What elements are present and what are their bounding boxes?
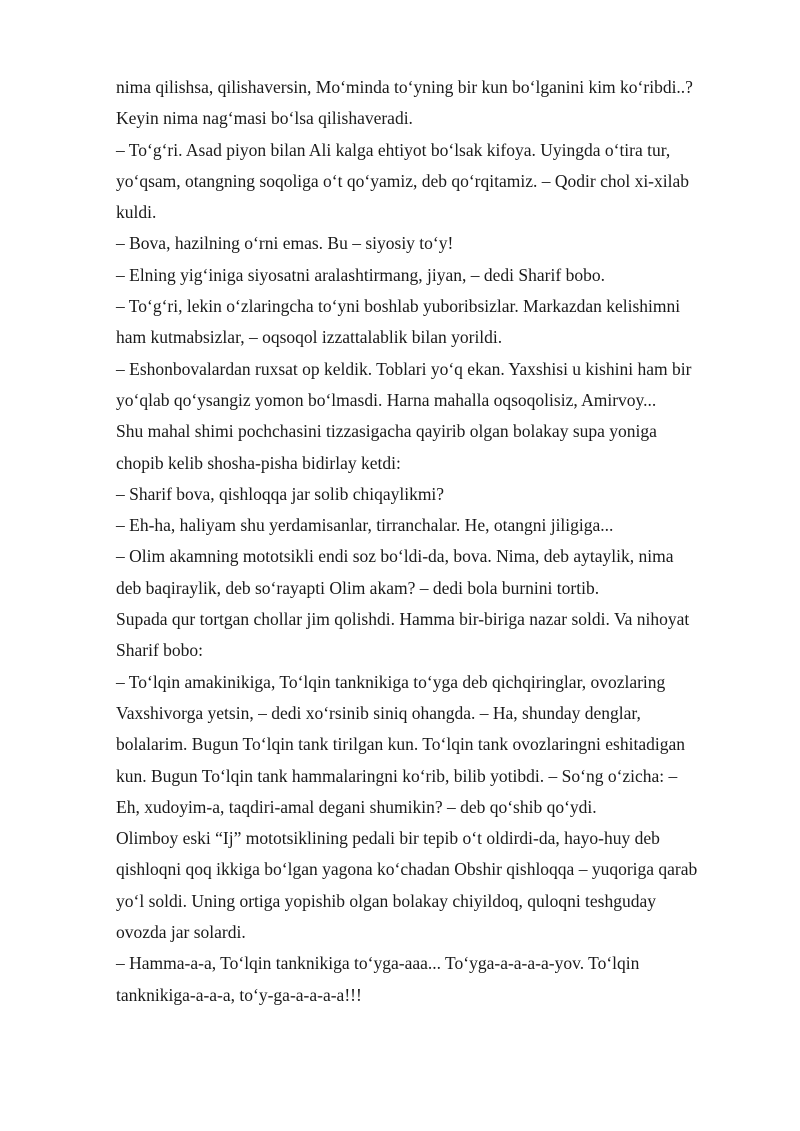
text-line: Shu mahal shimi pochchasini tizzasigacha qayirib olgan bolakay supa yoniga bbox=[116, 421, 657, 442]
text-line: Olimboy eski “Ij” mototsiklining pedali bir tepib o‘t oldirdi-da, hayo-huy deb bbox=[116, 828, 660, 849]
text-line: – Eh-ha, haliyam shu yerdamisanlar, tirranchalar. He, otangni jiligiga... bbox=[116, 515, 614, 536]
text-line: deb baqiraylik, deb so‘rayapti Olim akam? – dedi bola burnini tortib. bbox=[116, 577, 600, 598]
text-line: ham kutmabsizlar, – oqsoqol izzattalablik bilan yorildi. bbox=[116, 327, 503, 348]
text-line: Sharif bobo: bbox=[116, 640, 204, 661]
text-line: – Bova, hazilning o‘rni emas. Bu – siyosiy to‘y! bbox=[116, 233, 454, 254]
text-line: qishloqni qoq ikkiga bo‘lgan yagona ko‘chadan Obshir qishloqqa – yuqoriga qarab bbox=[116, 859, 698, 880]
body-text bbox=[116, 72, 746, 1011]
text-line: bolalarim. Bugun To‘lqin tank tirilgan kun. To‘lqin tank ovozlaringni eshitadigan bbox=[116, 734, 685, 755]
text-line: – Sharif bova, qishloqqa jar solib chiqaylikmi? bbox=[116, 483, 445, 504]
text-line: nima qilishsa, qilishaversin, Mo‘minda to‘yning bir kun bo‘lganini kim ko‘ribdi..? bbox=[116, 77, 693, 97]
text-line: kuldi. bbox=[116, 202, 157, 223]
text-line: – Elning yig‘iniga siyosatni aralashtirmang, jiyan, – dedi Sharif bobo. bbox=[116, 264, 605, 285]
text-line: – Eshonbovalardan ruxsat op keldik. Toblari yo‘q ekan. Yaxshisi u kishini ham bir bbox=[116, 358, 692, 379]
text-line: yo‘qlab qo‘ysangiz yomon bo‘lmasdi. Harna mahalla oqsoqolisiz, Amirvoy... bbox=[116, 389, 657, 410]
text-line: Keyin nima nag‘masi bo‘lsa qilishaveradi. bbox=[116, 108, 413, 129]
text-line: yo‘qsam, otangning soqoliga o‘t qo‘yamiz, deb qo‘rqitamiz. – Qodir chol xi-xilab bbox=[116, 170, 690, 191]
text-line: Supada qur tortgan chollar jim qolishdi. Hamma bir-biriga nazar soldi. Va nihoyat bbox=[116, 609, 690, 630]
text-line: – To‘lqin amakinikiga, To‘lqin tanknikiga to‘yga deb qichqiringlar, ovozlaring bbox=[116, 671, 666, 692]
text-line: – Olim akamning mototsikli endi soz bo‘ldi-da, bova. Nima, deb aytaylik, nima bbox=[116, 546, 674, 567]
text-line: Vaxshivorga yetsin, – dedi xo‘rsinib siniq ohangda. – Ha, shunday denglar, bbox=[116, 702, 641, 723]
text-line: yo‘l soldi. Uning ortiga yopishib olgan bolakay chiyildoq, quloqni teshguday bbox=[116, 890, 657, 911]
text-line: – Hamma-a-a, To‘lqin tanknikiga to‘yga-aaa... To‘yga-a-a-a-a-yov. To‘lqin bbox=[116, 953, 640, 974]
text-line: chopib kelib shosha-pisha bidirlay ketdi: bbox=[116, 452, 401, 473]
text-line: tanknikiga-a-a-a, to‘y-ga-a-a-a-a!!! bbox=[116, 984, 362, 1005]
text-line: ovozda jar solardi. bbox=[116, 922, 246, 943]
text-line: – To‘g‘ri. Asad piyon bilan Ali kalga ehtiyot bo‘lsak kifoya. Uyingda o‘tira tur, bbox=[116, 139, 671, 160]
text-line: – To‘g‘ri, lekin o‘zlaringcha to‘yni boshlab yuboribsizlar. Markazdan kelishimni bbox=[116, 296, 681, 317]
text-line: Eh, xudoyim-a, taqdiri-amal degani shumikin? – deb qo‘shib qo‘ydi. bbox=[116, 796, 597, 817]
text-line: kun. Bugun To‘lqin tank hammalaringni ko‘rib, bilib yotibdi. – So‘ng o‘zicha: – bbox=[116, 765, 678, 786]
